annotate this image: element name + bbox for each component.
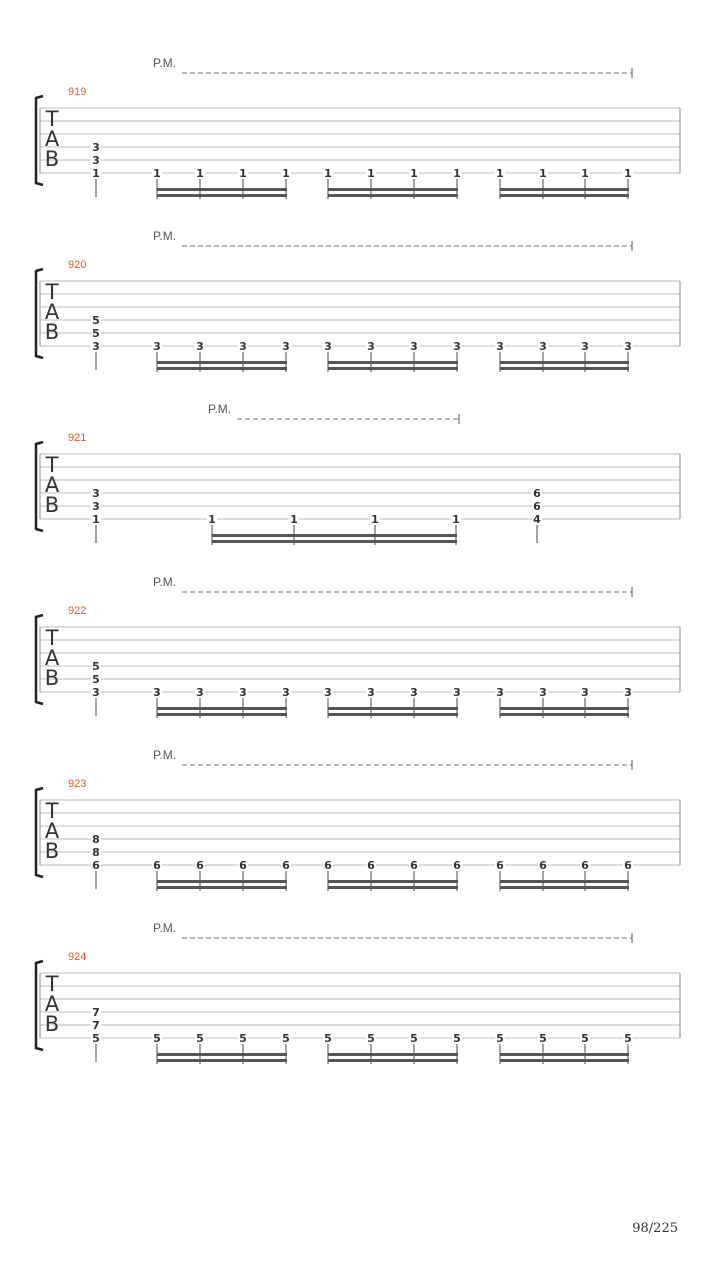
beam-lower <box>500 1059 629 1062</box>
note-fret: 3 <box>410 340 418 353</box>
tab-letter-a: A <box>44 646 60 670</box>
tab-system <box>36 575 680 718</box>
chord-fret: 5 <box>92 327 100 340</box>
chord-fret: 1 <box>92 167 100 180</box>
beam-lower <box>157 194 287 197</box>
beam-upper <box>157 188 287 191</box>
chord-fret: 4 <box>533 513 541 526</box>
tab-letter-t: T <box>45 799 59 823</box>
chord-fret: 6 <box>533 500 541 513</box>
note-fret: 5 <box>410 1032 418 1045</box>
chord-fret: 3 <box>92 340 100 353</box>
tab-letter-b: B <box>44 147 60 171</box>
note-fret: 3 <box>496 686 504 699</box>
note-fret: 3 <box>453 340 461 353</box>
note-fret: 1 <box>496 167 504 180</box>
beam-lower <box>500 713 629 716</box>
beam-upper <box>328 707 458 710</box>
note-fret: 3 <box>324 340 332 353</box>
beam-upper <box>500 1053 629 1056</box>
chord-fret: 5 <box>92 314 100 327</box>
note-fret: 3 <box>410 686 418 699</box>
tab-letter-b: B <box>44 839 60 863</box>
tab-letter-t: T <box>45 280 59 304</box>
beam-lower <box>328 886 458 889</box>
note-fret: 3 <box>239 340 247 353</box>
note-fret: 1 <box>452 513 460 526</box>
beam-lower <box>157 886 287 889</box>
chord-fret: 7 <box>92 1019 100 1032</box>
chord-fret: 3 <box>92 487 100 500</box>
beam-upper <box>157 880 287 883</box>
measure-number: 919 <box>68 86 87 98</box>
note-fret: 5 <box>324 1032 332 1045</box>
note-fret: 3 <box>153 686 161 699</box>
note-fret: 3 <box>367 686 375 699</box>
note-fret: 3 <box>367 340 375 353</box>
palm-mute-label: P.M. <box>153 575 177 589</box>
tab-letter-a: A <box>44 473 60 497</box>
beam-upper <box>500 188 629 191</box>
beam-upper <box>157 1053 287 1056</box>
note-fret: 6 <box>282 859 290 872</box>
beam-lower <box>157 713 287 716</box>
beam-lower <box>157 367 287 370</box>
chord-fret: 6 <box>533 487 541 500</box>
tab-system <box>36 56 680 199</box>
chord-fret: 3 <box>92 141 100 154</box>
note-fret: 3 <box>624 686 632 699</box>
chord-fret: 3 <box>92 686 100 699</box>
note-fret: 5 <box>624 1032 632 1045</box>
tab-letter-t: T <box>45 626 59 650</box>
tab-letter-t: T <box>45 453 59 477</box>
tab-letter-a: A <box>44 300 60 324</box>
note-fret: 5 <box>539 1032 547 1045</box>
chord-fret: 7 <box>92 1006 100 1019</box>
note-fret: 6 <box>324 859 332 872</box>
note-fret: 5 <box>453 1032 461 1045</box>
note-fret: 3 <box>453 686 461 699</box>
chord-fret: 5 <box>92 673 100 686</box>
chord-fret: 5 <box>92 660 100 673</box>
note-fret: 1 <box>208 513 216 526</box>
note-fret: 3 <box>496 340 504 353</box>
note-fret: 6 <box>196 859 204 872</box>
note-fret: 3 <box>153 340 161 353</box>
note-fret: 6 <box>410 859 418 872</box>
note-fret: 1 <box>581 167 589 180</box>
measure-number: 921 <box>68 432 87 444</box>
note-fret: 3 <box>196 340 204 353</box>
note-fret: 3 <box>581 340 589 353</box>
beam-lower <box>500 367 629 370</box>
chord-fret: 3 <box>92 500 100 513</box>
chord-fret: 8 <box>92 833 100 846</box>
measure-number: 920 <box>68 259 87 271</box>
note-fret: 6 <box>581 859 589 872</box>
beam-upper <box>328 361 458 364</box>
palm-mute-label: P.M. <box>153 229 177 243</box>
note-fret: 1 <box>624 167 632 180</box>
note-fret: 3 <box>624 340 632 353</box>
note-fret: 5 <box>496 1032 504 1045</box>
note-fret: 1 <box>290 513 298 526</box>
note-fret: 1 <box>282 167 290 180</box>
beam-lower <box>328 713 458 716</box>
chord-fret: 1 <box>92 513 100 526</box>
beam-upper <box>500 880 629 883</box>
beam-upper <box>500 707 629 710</box>
note-fret: 5 <box>282 1032 290 1045</box>
note-fret: 1 <box>371 513 379 526</box>
measure-number: 922 <box>68 605 87 617</box>
note-fret: 6 <box>496 859 504 872</box>
note-fret: 5 <box>367 1032 375 1045</box>
tab-system <box>36 402 680 545</box>
note-fret: 5 <box>153 1032 161 1045</box>
note-fret: 1 <box>453 167 461 180</box>
beam-upper <box>212 534 457 537</box>
note-fret: 3 <box>282 340 290 353</box>
beam-upper <box>500 361 629 364</box>
note-fret: 1 <box>410 167 418 180</box>
note-fret: 6 <box>239 859 247 872</box>
chord-fret: 8 <box>92 846 100 859</box>
beam-lower <box>500 194 629 197</box>
beam-upper <box>328 1053 458 1056</box>
note-fret: 5 <box>581 1032 589 1045</box>
tab-letter-t: T <box>45 972 59 996</box>
measure-number: 924 <box>68 951 87 963</box>
chord-fret: 3 <box>92 154 100 167</box>
beam-upper <box>328 880 458 883</box>
tab-letter-t: T <box>45 107 59 131</box>
note-fret: 1 <box>324 167 332 180</box>
palm-mute-label: P.M. <box>208 402 232 416</box>
beam-upper <box>157 361 287 364</box>
chord-fret: 5 <box>92 1032 100 1045</box>
note-fret: 1 <box>367 167 375 180</box>
palm-mute-label: P.M. <box>153 748 177 762</box>
note-fret: 6 <box>539 859 547 872</box>
palm-mute-label: P.M. <box>153 56 177 70</box>
beam-lower <box>328 194 458 197</box>
tab-letter-a: A <box>44 992 60 1016</box>
note-fret: 3 <box>539 686 547 699</box>
tab-system <box>36 921 680 1064</box>
note-fret: 1 <box>539 167 547 180</box>
beam-upper <box>157 707 287 710</box>
note-fret: 3 <box>324 686 332 699</box>
beam-lower <box>157 1059 287 1062</box>
note-fret: 3 <box>539 340 547 353</box>
tab-letter-b: B <box>44 493 60 517</box>
tab-system <box>36 229 680 372</box>
note-fret: 6 <box>453 859 461 872</box>
note-fret: 6 <box>367 859 375 872</box>
note-fret: 5 <box>196 1032 204 1045</box>
note-fret: 6 <box>153 859 161 872</box>
tab-letter-b: B <box>44 320 60 344</box>
tab-letter-b: B <box>44 1012 60 1036</box>
beam-lower <box>328 367 458 370</box>
note-fret: 3 <box>282 686 290 699</box>
note-fret: 5 <box>239 1032 247 1045</box>
note-fret: 3 <box>581 686 589 699</box>
note-fret: 1 <box>239 167 247 180</box>
chord-fret: 6 <box>92 859 100 872</box>
tab-letter-a: A <box>44 127 60 151</box>
note-fret: 1 <box>153 167 161 180</box>
beam-lower <box>212 540 457 543</box>
beam-lower <box>328 1059 458 1062</box>
palm-mute-label: P.M. <box>153 921 177 935</box>
beam-upper <box>328 188 458 191</box>
tab-system <box>36 748 680 891</box>
note-fret: 3 <box>239 686 247 699</box>
tab-letter-b: B <box>44 666 60 690</box>
note-fret: 1 <box>196 167 204 180</box>
page-number: 98/225 <box>632 1221 678 1236</box>
note-fret: 3 <box>196 686 204 699</box>
measure-number: 923 <box>68 778 87 790</box>
tab-letter-a: A <box>44 819 60 843</box>
beam-lower <box>500 886 629 889</box>
note-fret: 6 <box>624 859 632 872</box>
